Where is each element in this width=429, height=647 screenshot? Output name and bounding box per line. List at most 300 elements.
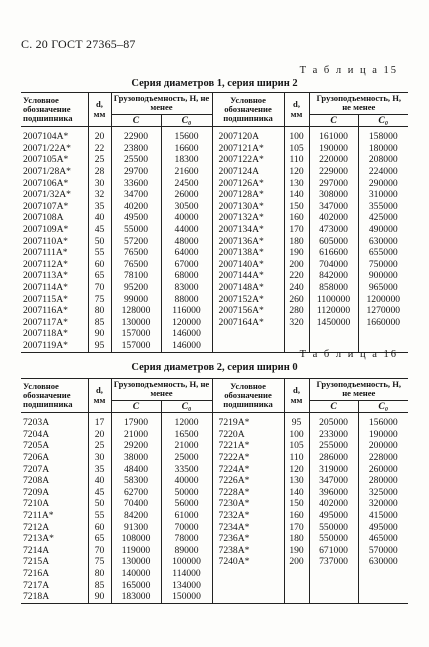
cell-designation: 7228А* [212, 487, 284, 499]
col-header-capacity-2: Грузоподъемность, Н, не менее [309, 93, 408, 115]
table-row [21, 556, 408, 568]
cell-c0: 290000 [358, 178, 408, 190]
cell-d [284, 568, 309, 580]
cell-designation: 7217А [23, 579, 50, 591]
cell-designation [212, 328, 284, 340]
cell-c: 233000 [309, 429, 358, 441]
cell-d: 45 [88, 487, 111, 499]
col-header-designation-2: Условное обозначение подшипника [212, 93, 284, 127]
cell-designation: 2007134А* [212, 224, 284, 236]
cell-c0: 146000 [161, 340, 212, 352]
cell-c0: 64000 [161, 247, 212, 259]
cell-designation: 7240А* [212, 556, 284, 568]
cell-c: 183000 [111, 591, 161, 603]
cell-c: 62700 [111, 487, 161, 499]
cell-designation: 7212А [23, 521, 50, 533]
cell-designation: 7215А [23, 556, 50, 568]
cell-d: 130 [284, 178, 309, 190]
cell-designation: 2007107А* [23, 200, 69, 212]
col-header-d-unit-2: мм [290, 108, 303, 119]
cell-c: 858000 [309, 282, 358, 294]
cell-c: 29700 [111, 166, 161, 178]
cell-c: 57200 [111, 236, 161, 248]
cell-c0: 224000 [358, 166, 408, 178]
cell-c: 495000 [309, 510, 358, 522]
cell-d: 100 [284, 131, 309, 143]
cell-d: 20 [88, 131, 111, 143]
page-header: С. 20 ГОСТ 27365–87 [21, 37, 136, 51]
cell-d: 160 [284, 212, 309, 224]
cell-c0: 965000 [358, 282, 408, 294]
cell-c0 [358, 328, 408, 340]
cell-designation: 7234А* [212, 522, 284, 534]
cell-designation: 2007116А* [23, 305, 68, 317]
cell-d: 180 [284, 533, 309, 545]
cell-c: 157000 [111, 340, 161, 352]
col-header-d [88, 93, 111, 127]
cell-c0: 78000 [161, 533, 212, 545]
cell-d: 140 [284, 487, 309, 499]
cell-c0: 88000 [161, 294, 212, 306]
table-15 [21, 92, 408, 353]
table-row [21, 475, 408, 487]
cell-c: 297000 [309, 178, 358, 190]
cell-designation: 7210А [23, 498, 50, 510]
table-row [21, 429, 408, 441]
cell-designation: 2007164А* [212, 317, 284, 329]
cell-c [309, 568, 358, 580]
cell-d: 110 [284, 154, 309, 166]
cell-c: 842000 [309, 270, 358, 282]
cell-designation: 7219А* [212, 417, 284, 429]
cell-c: 396000 [309, 487, 358, 499]
cell-d: 25 [88, 440, 111, 452]
cell-c0: 158000 [358, 131, 408, 143]
cell-d: 75 [88, 294, 111, 306]
cell-designation: 7208А [23, 475, 50, 487]
cell-d: 85 [88, 317, 111, 329]
cell-c: 49500 [111, 212, 161, 224]
cell-designation: 7205А [23, 440, 50, 452]
col-header-d-symbol: d, [96, 99, 103, 110]
cell-designation: 7238А* [212, 545, 284, 557]
cell-d: 75 [88, 556, 111, 568]
cell-designation: 20071/32А* [23, 189, 71, 201]
col-header-c0-2: C₀ [358, 400, 408, 412]
cell-c0: 320000 [358, 498, 408, 510]
table-row [21, 440, 408, 452]
col-header-c0: C₀ [161, 114, 212, 126]
cell-designation: 2007115А* [23, 293, 68, 305]
cell-d: 220 [284, 270, 309, 282]
cell-c: 605000 [309, 236, 358, 248]
cell-d: 17 [88, 417, 111, 429]
table-row [21, 236, 408, 248]
cell-designation: 2007136А* [212, 236, 284, 248]
cell-c0: 490000 [358, 224, 408, 236]
cell-d: 130 [284, 475, 309, 487]
cell-c: 1450000 [309, 317, 358, 329]
cell-c: 165000 [111, 580, 161, 592]
cell-c0: 67000 [161, 259, 212, 271]
cell-designation: 7226А* [212, 475, 284, 487]
cell-designation: 2007132А* [212, 212, 284, 224]
table-row [21, 417, 408, 429]
cell-designation: 2007122А* [212, 154, 284, 166]
col-header-d [88, 379, 111, 413]
cell-d: 20 [88, 429, 111, 441]
cell-d [284, 591, 309, 603]
col-header-d-unit: мм [93, 394, 106, 405]
cell-c [309, 591, 358, 603]
cell-c0: 16600 [161, 143, 212, 155]
cell-designation: 2007120А [212, 131, 284, 143]
cell-d: 70 [88, 545, 111, 557]
cell-c: 108000 [111, 533, 161, 545]
cell-designation [212, 580, 284, 592]
col-header-d-2 [284, 93, 309, 127]
cell-c0: 630000 [358, 556, 408, 568]
table-16-label: Т а б л и ц а 16 [299, 349, 398, 360]
cell-d: 55 [88, 247, 111, 259]
cell-designation: 7211А* [23, 509, 54, 521]
cell-c: 140000 [111, 568, 161, 580]
cell-designation: 7206А [23, 452, 50, 463]
col-header-c: C [111, 400, 161, 412]
cell-d: 45 [88, 224, 111, 236]
cell-c0: 48000 [161, 236, 212, 248]
cell-c: 704000 [309, 259, 358, 271]
cell-designation: 7232А* [212, 510, 284, 522]
cell-c: 78100 [111, 270, 161, 282]
col-header-designation-2: Условное обозначение подшипника [212, 379, 284, 413]
cell-c [309, 328, 358, 340]
cell-c: 1120000 [309, 305, 358, 317]
cell-d: 60 [88, 522, 111, 534]
cell-d: 120 [284, 464, 309, 476]
cell-designation: 2007109А* [23, 223, 69, 235]
cell-c: 319000 [309, 464, 358, 476]
cell-d: 30 [88, 178, 111, 190]
cell-d: 90 [88, 591, 111, 603]
col-header-d-symbol-2: d, [293, 385, 300, 396]
cell-designation: 7224А* [212, 464, 284, 476]
cell-designation: 20071/28А* [23, 166, 71, 177]
col-header-c0-2: C₀ [358, 114, 408, 126]
cell-c: 347000 [309, 475, 358, 487]
cell-d: 260 [284, 294, 309, 306]
cell-c: 38000 [111, 452, 161, 464]
cell-d: 80 [88, 568, 111, 580]
cell-c: 130000 [111, 556, 161, 568]
cell-designation: 2007105А* [23, 154, 69, 166]
cell-d: 190 [284, 247, 309, 259]
table-row [21, 143, 408, 155]
cell-designation: 2007130А* [212, 201, 284, 213]
cell-c0: 40000 [161, 212, 212, 224]
cell-c0: 134000 [161, 580, 212, 592]
table-row [21, 464, 408, 476]
cell-c0: 21000 [161, 440, 212, 452]
col-header-designation: Условное обозначение подшипника [21, 93, 88, 127]
cell-c: 70400 [111, 498, 161, 510]
cell-designation: 7220А [212, 429, 284, 441]
table-15-body [21, 127, 408, 352]
cell-c0: 425000 [358, 212, 408, 224]
cell-d: 170 [284, 522, 309, 534]
cell-c: 91300 [111, 522, 161, 534]
cell-d: 70 [88, 282, 111, 294]
cell-d: 180 [284, 236, 309, 248]
cell-designation: 2007152А* [212, 294, 284, 306]
table-row [21, 317, 408, 329]
cell-c0 [358, 568, 408, 580]
table-row [21, 131, 408, 143]
cell-d: 65 [88, 270, 111, 282]
cell-c: 161000 [309, 131, 358, 143]
cell-c: 737000 [309, 556, 358, 568]
table-row [21, 166, 408, 178]
cell-c0: 18300 [161, 154, 212, 166]
table-row [21, 270, 408, 282]
cell-designation: 2007121А* [212, 143, 284, 155]
cell-d: 95 [284, 417, 309, 429]
cell-d: 40 [88, 212, 111, 224]
cell-designation: 2007114А* [23, 281, 68, 293]
cell-c: 23800 [111, 143, 161, 155]
cell-c0: 156000 [358, 417, 408, 429]
cell-c: 473000 [309, 224, 358, 236]
cell-c: 29200 [111, 440, 161, 452]
cell-c: 95200 [111, 282, 161, 294]
table-row [21, 498, 408, 510]
cell-d: 85 [88, 580, 111, 592]
cell-c0: 26000 [161, 189, 212, 201]
cell-designation: 2007140А* [212, 259, 284, 271]
col-header-capacity: Грузоподъемность, Н, не менее [111, 379, 212, 401]
cell-c0: 355000 [358, 201, 408, 213]
cell-d: 200 [284, 556, 309, 568]
cell-c: 1100000 [309, 294, 358, 306]
cell-c0: 280000 [358, 475, 408, 487]
cell-designation: 2007117А* [23, 316, 68, 328]
cell-c0: 180000 [358, 143, 408, 155]
table-16-title: Серия диаметров 2, серия ширин 0 [131, 362, 298, 373]
cell-c: 48400 [111, 464, 161, 476]
cell-designation: 2007111А* [23, 247, 68, 259]
cell-designation: 2007148А* [212, 282, 284, 294]
cell-c: 58300 [111, 475, 161, 487]
cell-c: 21000 [111, 429, 161, 441]
col-header-c0: C₀ [161, 400, 212, 412]
cell-c: 99000 [111, 294, 161, 306]
cell-designation: 7214А [23, 544, 50, 556]
cell-designation: 7230А* [212, 498, 284, 510]
cell-c: 220000 [309, 154, 358, 166]
table-row [21, 259, 408, 271]
cell-c0: 16500 [161, 429, 212, 441]
cell-designation [212, 591, 284, 603]
cell-c: 157000 [111, 328, 161, 340]
cell-c: 402000 [309, 498, 358, 510]
cell-c0: 116000 [161, 305, 212, 317]
col-header-d-unit-2: мм [290, 394, 303, 405]
table-row [21, 282, 408, 294]
cell-c0: 44000 [161, 224, 212, 236]
cell-c0: 83000 [161, 282, 212, 294]
cell-c0 [358, 580, 408, 592]
table-row [21, 580, 408, 592]
cell-c: 25500 [111, 154, 161, 166]
cell-designation: 7213А* [23, 533, 54, 545]
cell-c: 17900 [111, 417, 161, 429]
cell-designation: 2007156А* [212, 305, 284, 317]
cell-c0: 70000 [161, 522, 212, 534]
cell-d: 170 [284, 224, 309, 236]
col-header-designation: Условное обозначение подшипника [21, 379, 88, 413]
cell-c: 40200 [111, 201, 161, 213]
cell-designation: 7207А [23, 463, 50, 475]
cell-c: 229000 [309, 166, 358, 178]
cell-designation: 2007104А* [23, 131, 69, 143]
cell-c0: 190000 [358, 429, 408, 441]
cell-c0: 68000 [161, 270, 212, 282]
table-row [21, 201, 408, 213]
cell-c0: 495000 [358, 522, 408, 534]
cell-designation: 2007144А* [212, 270, 284, 282]
cell-designation: 7216А [23, 567, 50, 579]
cell-c: 128000 [111, 305, 161, 317]
cell-d: 200 [284, 259, 309, 271]
cell-c: 190000 [309, 143, 358, 155]
table-row [21, 522, 408, 534]
cell-d: 40 [88, 475, 111, 487]
cell-d: 280 [284, 305, 309, 317]
cell-c: 34700 [111, 189, 161, 201]
cell-d: 120 [284, 166, 309, 178]
cell-d [284, 580, 309, 592]
cell-c0: 228000 [358, 452, 408, 464]
cell-c0: 33500 [161, 464, 212, 476]
cell-d: 65 [88, 533, 111, 545]
cell-c0: 630000 [358, 236, 408, 248]
cell-d: 55 [88, 510, 111, 522]
cell-d: 240 [284, 282, 309, 294]
cell-c0: 146000 [161, 328, 212, 340]
cell-c0: 208000 [358, 154, 408, 166]
cell-d: 320 [284, 317, 309, 329]
cell-c: 550000 [309, 522, 358, 534]
table-row [21, 247, 408, 259]
col-header-capacity-2: Грузоподъемность, Н, не менее [309, 379, 408, 401]
cell-c0: 21600 [161, 166, 212, 178]
cell-c0: 1270000 [358, 305, 408, 317]
cell-d: 160 [284, 510, 309, 522]
cell-designation: 2007108А [23, 212, 64, 224]
cell-c0: 120000 [161, 317, 212, 329]
cell-designation: 7236А* [212, 533, 284, 545]
table-row [21, 328, 408, 340]
cell-c: 55000 [111, 224, 161, 236]
cell-designation: 2007124А [212, 166, 284, 178]
cell-c0: 50000 [161, 487, 212, 499]
cell-d: 90 [88, 328, 111, 340]
cell-c: 616600 [309, 247, 358, 259]
table-row [21, 591, 408, 603]
cell-c0: 150000 [161, 591, 212, 603]
table-row [21, 487, 408, 499]
table-row [21, 212, 408, 224]
cell-c: 671000 [309, 545, 358, 557]
cell-designation: 7221А* [212, 440, 284, 452]
cell-d: 50 [88, 236, 111, 248]
col-header-d-symbol: d, [96, 385, 103, 396]
table-row [21, 294, 408, 306]
cell-d: 100 [284, 429, 309, 441]
cell-c0: 465000 [358, 533, 408, 545]
col-header-d-unit: мм [93, 108, 106, 119]
cell-c0: 260000 [358, 464, 408, 476]
cell-c0: 200000 [358, 440, 408, 452]
table-row [21, 568, 408, 580]
table-row [21, 178, 408, 190]
cell-designation: 2007106А* [23, 177, 69, 189]
cell-d: 28 [88, 166, 111, 178]
cell-d: 60 [88, 259, 111, 271]
cell-d: 22 [88, 143, 111, 155]
cell-c0: 30500 [161, 201, 212, 213]
col-header-c-2: C [309, 114, 358, 126]
cell-d: 35 [88, 464, 111, 476]
table-16-body [21, 413, 408, 604]
table-15-title: Серия диаметров 1, серия ширин 2 [131, 78, 298, 89]
cell-c0: 61000 [161, 510, 212, 522]
cell-c: 347000 [309, 201, 358, 213]
cell-c0: 100000 [161, 556, 212, 568]
cell-designation: 2007126А* [212, 178, 284, 190]
cell-d: 95 [88, 340, 111, 352]
table-15-label: Т а б л и ц а 15 [299, 65, 398, 76]
cell-c: 402000 [309, 212, 358, 224]
cell-designation: 7204А [23, 428, 50, 440]
cell-c: 130000 [111, 317, 161, 329]
cell-designation: 2007119А* [23, 339, 68, 351]
cell-d: 150 [284, 498, 309, 510]
cell-c0: 750000 [358, 259, 408, 271]
cell-d: 105 [284, 143, 309, 155]
table-row [21, 510, 408, 522]
cell-designation: 20071/22А* [23, 142, 71, 154]
cell-c0: 310000 [358, 189, 408, 201]
table-row [21, 189, 408, 201]
cell-c: 84200 [111, 510, 161, 522]
cell-c0: 900000 [358, 270, 408, 282]
cell-c0: 1200000 [358, 294, 408, 306]
cell-c0: 56000 [161, 498, 212, 510]
cell-designation: 2007112А* [23, 258, 68, 270]
cell-d: 140 [284, 189, 309, 201]
cell-c0: 415000 [358, 510, 408, 522]
cell-c: 550000 [309, 533, 358, 545]
cell-c: 76500 [111, 259, 161, 271]
cell-c0: 15600 [161, 131, 212, 143]
cell-d: 35 [88, 201, 111, 213]
cell-d: 190 [284, 545, 309, 557]
cell-c: 308000 [309, 189, 358, 201]
col-header-d-symbol-2: d, [293, 99, 300, 110]
cell-d: 110 [284, 452, 309, 464]
cell-c0: 1660000 [358, 317, 408, 329]
